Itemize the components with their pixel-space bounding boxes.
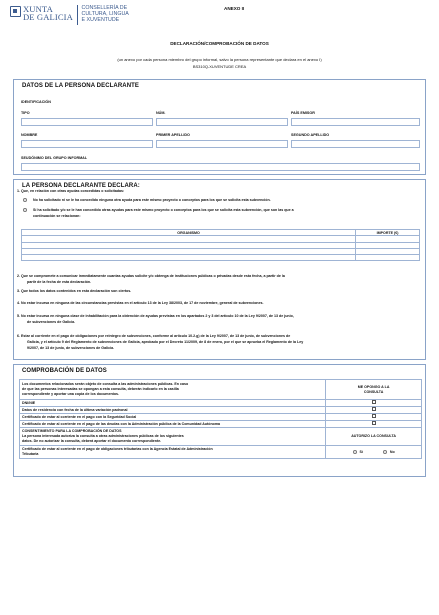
department-line-2: CULTURA, LINGUA xyxy=(81,11,129,17)
name-label: NOMBRE xyxy=(21,133,38,137)
logo-separator xyxy=(77,5,78,25)
table-row xyxy=(20,414,422,421)
issuing-country-input[interactable] xyxy=(291,118,420,126)
logo-text xyxy=(23,5,73,22)
declaration-3: 3. Que todos los datos contenidos en esta declaración son ciertos. xyxy=(17,289,132,293)
option-text: No ha solicitado ni se le ha concedido ninguna otra ayuda para este mismo proyecto o conceptos para los que se solicita esta subvención. xyxy=(33,198,271,202)
organism-cell[interactable] xyxy=(22,255,356,261)
option-other-aid-cont: continuación se relacionan: xyxy=(33,214,81,218)
declaration-5-cont: de subvenciones de Galicia. xyxy=(27,320,76,324)
declaration-2: 2. Que se compromete a comunicar inmediatamente cuantas ayudas solicite y/o obtenga de instituciones públicas o privadas desde esta fecha, a partir de la xyxy=(17,274,285,278)
table-row xyxy=(22,255,420,261)
document-title: DECLARACIÓN/COMPROBACIÓN DE DATOS xyxy=(170,41,269,46)
amount-cell[interactable] xyxy=(356,255,420,261)
type-input[interactable] xyxy=(21,118,153,126)
option-text: Sí ha solicitado y/o se le han concedido otras ayudas para este mismo proyecto o conceptos para los que se solicita esta subvención, que son las que a xyxy=(33,208,294,212)
declaration-5: 5. No estar incursa en ninguna clase de inhabilitación para la obtención de ayudas previstas en los apartados 2 y 3 del artículo 10 de la Ley 9/2007, de 13 de junio, xyxy=(17,314,294,318)
second-surname-label: SEGUNDO APELLIDO xyxy=(291,133,330,137)
intro-line: Los documentos relacionados serán objeto de consulta a las administraciones públicas. En caso xyxy=(22,382,189,386)
page-header xyxy=(10,5,430,29)
residence-oppose-checkbox[interactable] xyxy=(372,407,376,411)
opposition-intro xyxy=(20,380,326,400)
no-other-aid-radio[interactable] xyxy=(23,198,27,202)
declaration-2-cont: partir de la fecha de esta declaración. xyxy=(27,280,92,284)
authorize-header: AUTORIZO LA CONSULTA xyxy=(326,428,422,446)
tax-agency-line: Certificado de estar al corriente en el pago de obligaciones tributarias con la Agencia Estatal de Administración xyxy=(22,447,213,451)
table-row xyxy=(20,407,422,414)
name-input[interactable] xyxy=(21,140,153,148)
no-label: No xyxy=(389,449,395,454)
first-surname-label: PRIMER APELLIDO xyxy=(156,133,190,137)
intro-line: correspondiente y aportar una copia de los documentos. xyxy=(22,392,120,396)
intro-line: de que las personas interesadas se opongan a esta consulta, deberán indicarlo en la casilla xyxy=(22,387,179,391)
social-security-oppose-checkbox[interactable] xyxy=(372,414,376,418)
residence-oppose-cell xyxy=(326,407,422,414)
tax-agency-line: Tributaria xyxy=(22,452,39,456)
logo-department xyxy=(82,5,129,23)
authorize-no-radio[interactable] xyxy=(383,450,387,454)
declarant-data-section xyxy=(13,79,426,175)
other-aid-table xyxy=(21,229,420,261)
yes-label: Sí xyxy=(359,449,363,454)
declaration-1: 1. Que, en relación con otras ayudas concedidas o solicitadas: xyxy=(17,189,125,193)
consent-line: datos. De no autorizar la consulta, deberá aportar el documento correspondiente. xyxy=(22,439,162,443)
declaration-6: 6. Estar al corriente en el pago de obligaciones por reintegro de subvenciones, conforme al artículo 10.2.g) de la Ley 9/2007, de 13 de junio, de subvenciones de xyxy=(17,334,291,338)
declaration-6-cont: Galicia, y el artículo 9 del Reglamento de subvenciones de Galicia, aprobado por el Decreto 11/2009, de 8 de enero, por el que se aprueba el Reglamento de la Ley xyxy=(27,340,304,344)
authorize-yes-radio[interactable] xyxy=(353,450,357,454)
pseudonym-label: SEUDÓNIMO DEL GRUPO INFORMAL xyxy=(21,156,88,160)
document-subtitle: (un anexo por cada persona miembro del grupo informal, salvo la persona representante que declara en el anexo I) xyxy=(117,57,322,62)
issuing-country-label: PAÍS EMISOR xyxy=(291,111,315,115)
oppose-line-1: ME OPONGO A LA xyxy=(357,384,390,389)
dni-oppose-cell xyxy=(326,400,422,407)
other-aid-radio[interactable] xyxy=(23,208,27,212)
regional-debts-oppose-checkbox[interactable] xyxy=(372,421,376,425)
oppose-header xyxy=(326,380,422,400)
xunta-logo xyxy=(10,5,129,25)
first-surname-input[interactable] xyxy=(156,140,288,148)
verification-table xyxy=(19,379,422,459)
type-label: TIPO xyxy=(21,111,30,115)
declarations-section xyxy=(13,179,426,360)
department-line-3: E XUVENTUDE xyxy=(81,17,120,23)
declaration-4: 4. No estar incursa en ninguna de las circunstancias previstas en el artículo 13 de la Ley 38/2003, de 17 de noviembre, general de subvenciones. xyxy=(17,301,264,305)
option-no-other-aid xyxy=(23,198,271,204)
tax-agency-row-label xyxy=(20,446,326,459)
section-title: COMPROBACIÓN DE DATOS xyxy=(22,368,107,374)
regional-debts-oppose-cell xyxy=(326,421,422,428)
logo-line-2: DE GALICIA xyxy=(23,12,73,23)
second-surname-input[interactable] xyxy=(291,140,420,148)
number-input[interactable] xyxy=(156,118,288,126)
table-row xyxy=(20,400,422,407)
oppose-line-2: CONSULTA xyxy=(363,389,384,394)
dni-oppose-checkbox[interactable] xyxy=(372,400,376,404)
declaration-6-cont2: 9/2007, de 13 de junio, de subvenciones de Galicia. xyxy=(27,346,115,350)
amount-header: IMPORTE (€) xyxy=(356,230,420,236)
organism-header: ORGANISMO xyxy=(22,230,356,236)
social-security-oppose-cell xyxy=(326,414,422,421)
table-row xyxy=(20,446,422,459)
procedure-code: BS310Q-XUVENTUDE CREA xyxy=(192,64,247,69)
consent-intro xyxy=(20,428,326,446)
data-verification-section xyxy=(13,364,426,477)
xunta-emblem-icon xyxy=(10,6,20,16)
consent-title: CONSENTIMIENTO PARA LA COMPROBACIÓN DE DATOS xyxy=(22,429,122,433)
pseudonym-input[interactable] xyxy=(21,163,420,171)
table-row xyxy=(20,421,422,428)
number-label: NÚM. xyxy=(156,111,166,115)
residence-row-label: Datos de residencia con fecha de la última variación padronal xyxy=(20,407,326,414)
social-security-row-label: Certificado de estar al corriente en el pago con la Seguridad Social xyxy=(20,414,326,421)
tax-agency-authorize-cell xyxy=(326,446,422,459)
department-line-1: CONSELLERÍA DE xyxy=(81,5,128,11)
section-title: LA PERSONA DECLARANTE DECLARA: xyxy=(22,183,140,189)
dni-row-label: DNI/NIE xyxy=(20,400,326,407)
logo-line-1: XUNTA xyxy=(23,4,53,14)
identification-label: IDENTIFICACIÓN xyxy=(21,100,51,104)
option-other-aid xyxy=(23,208,294,214)
consent-line: La persona interesada autoriza la consulta a otras administraciones públicas de los siguientes xyxy=(22,434,184,438)
annex-label: ANEXO II xyxy=(224,6,245,11)
section-title: DATOS DE LA PERSONA DECLARANTE xyxy=(22,83,140,89)
regional-debts-row-label: Certificado de estar al corriente en el pago de las deudas con la Administración pública de la Comunidad Autónoma xyxy=(20,421,326,428)
